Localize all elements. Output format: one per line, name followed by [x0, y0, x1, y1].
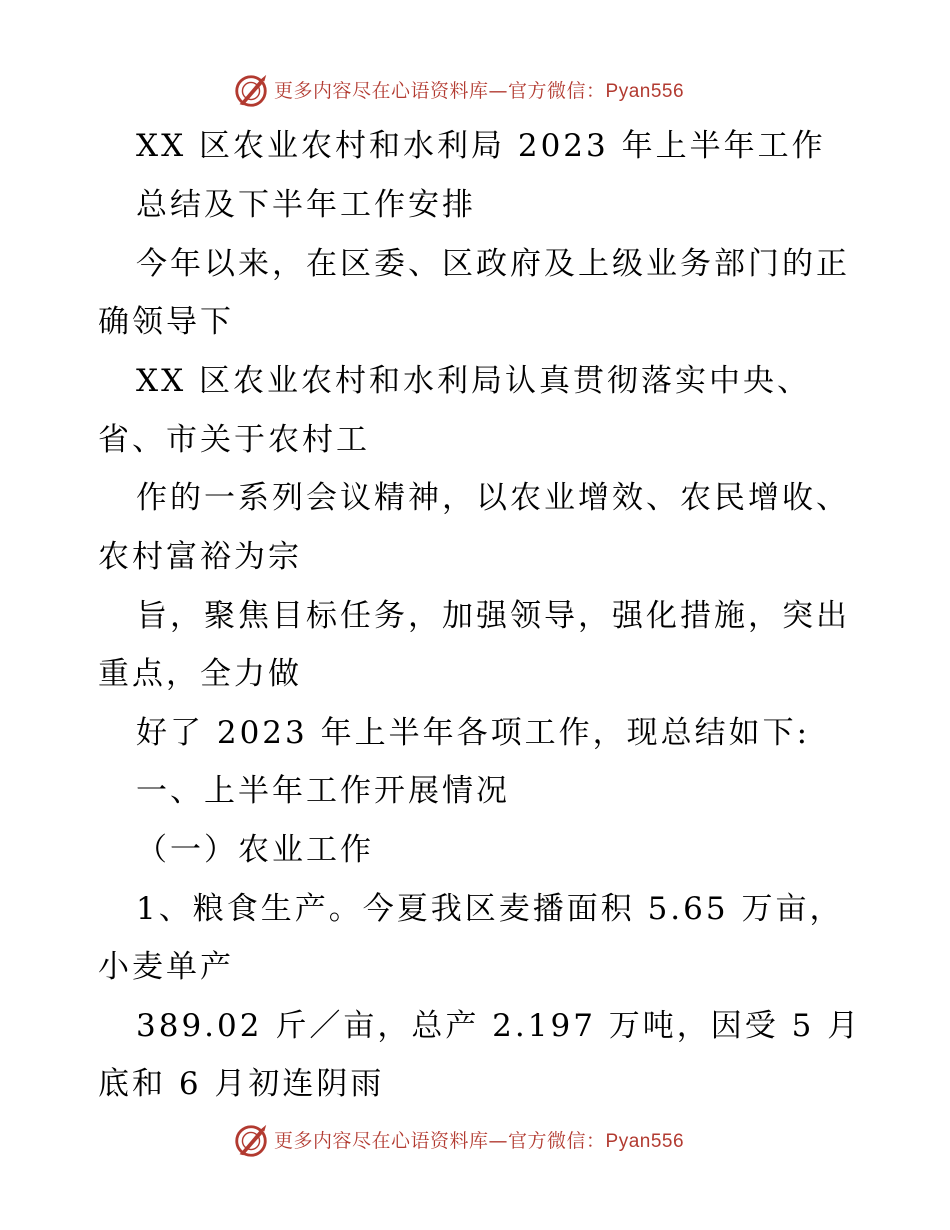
watermark-text: 更多内容尽在心语资料库—官方微信：Pyan556 [274, 1129, 685, 1152]
header-watermark [232, 71, 684, 111]
paragraph-line: 底和 6 月初连阴雨 [98, 1066, 385, 1102]
paragraph-line: 作的一系列会议精神，以农业增效、农民增收、 [136, 480, 850, 516]
paragraph-line: 今年以来，在区委、区政府及上级业务部门的正 [136, 246, 850, 282]
subsection-heading: （一）农业工作 [136, 832, 374, 868]
paragraph-line: 小麦单产 [98, 949, 234, 985]
paragraph-line: 好了 2023 年上半年各项工作，现总结如下: [136, 715, 811, 751]
quill-seal-icon [232, 1122, 270, 1160]
quill-seal-icon [232, 72, 270, 110]
watermark-text: 更多内容尽在心语资料库—官方微信：Pyan556 [274, 79, 685, 102]
paragraph-line: 省、市关于农村工 [98, 422, 370, 458]
paragraph-line: 旨，聚焦目标任务，加强领导，强化措施，突出 [136, 598, 850, 634]
paragraph-line: XX 区农业农村和水利局认真贯彻落实中央、 [136, 363, 811, 399]
paragraph-line: 1、粮食生产。今夏我区麦播面积 5.65 万亩， [136, 891, 844, 927]
footer-watermark [232, 1121, 684, 1161]
paragraph-line: 农村富裕为宗 [98, 539, 302, 575]
paragraph-line: 重点，全力做 [98, 656, 302, 692]
document-title-line-1: XX 区农业农村和水利局 2023 年上半年工作 [136, 128, 826, 164]
document-title-line-2: 总结及下半年工作安排 [136, 187, 476, 223]
paragraph-line: 确领导下 [98, 304, 234, 340]
section-heading: 一、上半年工作开展情况 [136, 773, 510, 809]
paragraph-line: 389.02 斤／亩，总产 2.197 万吨，因受 5 月 [136, 1008, 862, 1044]
